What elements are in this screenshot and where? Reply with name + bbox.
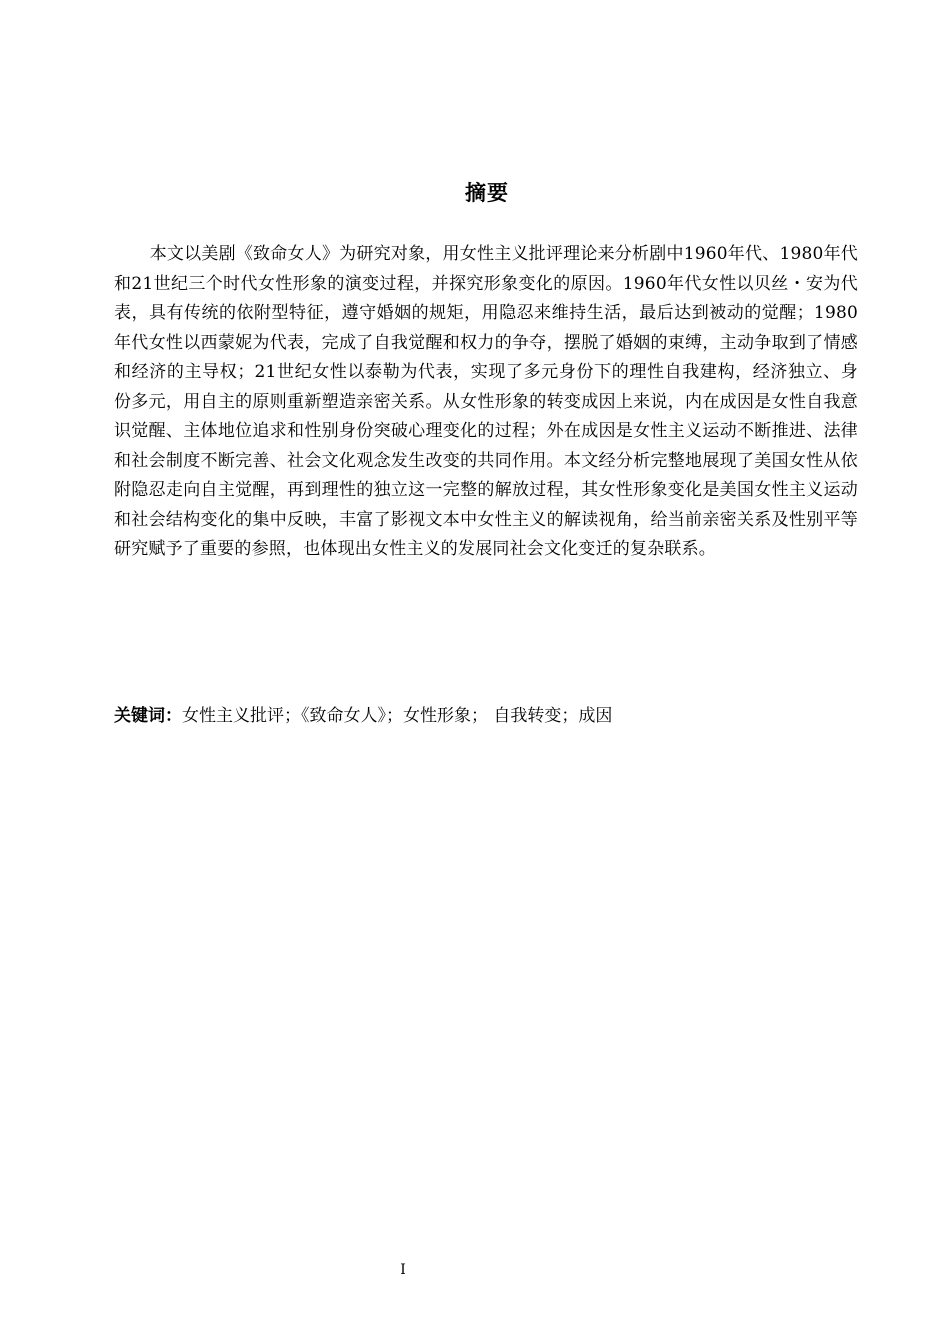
keywords-label: 关键词： — [114, 706, 182, 726]
abstract-title: 摘要 — [465, 181, 509, 205]
page-number: I — [400, 1262, 406, 1278]
keywords-line — [114, 702, 858, 730]
abstract-body: 本文以美剧《致命女人》为研究对象，用女性主义批评理论来分析剧中1960年代、1980年代和21世纪三个时代女性形象的演变过程，并探究形象变化的原因。1960年代女性以贝丝・安为代表，具有传统的依附型特征，遵守婚姻的规矩，用隐忍来维持生活，最后达到被动的觉醒；1980年代女性以西蒙妮为代表，完成了自我觉醒和权力的争夺，摆脱了婚姻的束缚，主动争取到了情感和经济的主导权；21世纪女性以泰勒为代表，实现了多元身份下的理性自我建构，经济独立、身份多元，用自主的原则重新塑造亲密关系。从女性形象的转变成因上来说，内在成因是女性自我意识觉醒、主体地位追求和性别身份突破心理变化的过程；外在成因是女性主义运动不断推进、法律和社会制度不断完善、社会文化观念发生改变的共同作用。本文经分析完整地展现了美国女性从依附隐忍走向自主觉醒，再到理性的独立这一完整的解放过程，其女性形象变化是美国女性主义运动和社会结构变化的集中反映，丰富了影视文本中女性主义的解读视角，给当前亲密关系及性别平等研究赋予了重要的参照，也体现出女性主义的发展同社会文化变迁的复杂联系。 — [114, 244, 858, 559]
keywords-text: 女性主义批评；《致命女人》；女性形象； 自我转变；成因 — [182, 706, 613, 726]
